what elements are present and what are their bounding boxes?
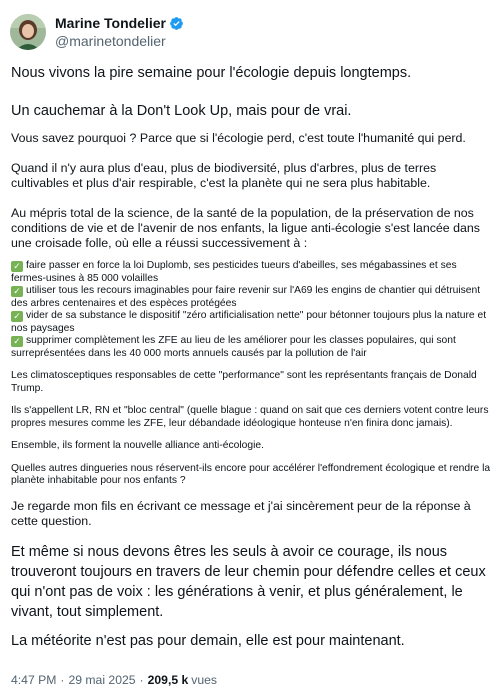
- separator: ·: [60, 673, 65, 687]
- author-handle[interactable]: @marinetondelier: [55, 33, 166, 49]
- tweet-paragraph-12: La météorite n'est pas pour demain, elle est pour maintenant.: [11, 632, 405, 649]
- tweet-date[interactable]: 29 mai 2025: [68, 673, 136, 687]
- tweet-metadata: [11, 673, 217, 687]
- author-names: [55, 14, 184, 50]
- list-item: [11, 285, 493, 310]
- avatar[interactable]: [10, 14, 46, 50]
- tweet-paragraph-7: Ils s'appellent LR, RN et "bloc central" (quelle blague : quand on sait que ces derniers votent contre leurs propres mesures comme les ZFE, leur débandade idéologique honteuse n'en finira donc jamais).: [11, 405, 489, 429]
- tweet-time[interactable]: 4:47 PM: [11, 673, 57, 687]
- tweet-header: [10, 12, 184, 52]
- list-item: [11, 335, 493, 360]
- tweet-paragraph-10: Je regarde mon fils en écrivant ce message et j'ai sincèrement peur de la réponse à cette question.: [11, 498, 471, 528]
- bullet-list: [11, 260, 493, 360]
- tweet-paragraph-9: Quelles autres dingueries nous réservent-ils encore pour accélérer l'effondrement écologique et rendre la planète inhabitable pour nos enfants ?: [11, 462, 491, 486]
- bullet-text: faire passer en force la loi Duplomb, ses pesticides tueurs d'abeilles, ses mégabassines et ses fermes-usines à 85 000 volailles: [11, 260, 457, 284]
- tweet-paragraph-3: Vous savez pourquoi ? Parce que si l'écologie perd, c'est toute l'humanité qui perd.: [11, 131, 466, 145]
- author-name[interactable]: Marine Tondelier: [55, 15, 166, 31]
- tweet-paragraph-6: Les climatosceptiques responsables de cette "performance" sont les représentants français de Donald Trump.: [11, 370, 477, 394]
- tweet-paragraph-5: Au mépris total de la science, de la santé de la population, de la préservation de nos conditions de vie et de l'avenir de nos enfants, la ligue anti-écologie s'est lancée dans une croisade folle, où elle a réussi successivement à :: [11, 206, 480, 250]
- tweet-paragraph-8: Ensemble, ils forment la nouvelle alliance anti-écologie.: [11, 440, 264, 451]
- check-mark-icon: ✓: [11, 286, 23, 297]
- check-mark-icon: ✓: [11, 336, 23, 347]
- bullet-text: utiliser tous les recours imaginables pour faire revenir sur l'A69 les engins de chantier qui détruisent des arbres centenaires et des espèces protégées: [11, 285, 481, 309]
- check-mark-icon: ✓: [11, 311, 23, 322]
- separator: ·: [139, 673, 144, 687]
- views-label: vues: [191, 673, 218, 687]
- tweet-paragraph-4: Quand il n'y aura plus d'eau, plus de biodiversité, plus d'arbres, plus de terres cultivables et plus d'air respirable, c'est la planète qui ne sera plus habitable.: [11, 161, 437, 190]
- list-item: [11, 260, 493, 285]
- check-mark-icon: ✓: [11, 261, 23, 272]
- bullet-text: supprimer complètement les ZFE au lieu de les améliorer pour les classes populaires, qui sont surreprésentées dans les 40 000 morts annuels causés par la pollution de l'air: [11, 335, 456, 359]
- tweet-paragraph-11: Et même si nous devons êtres les seuls à avoir ce courage, ils nous trouveront toujours en travers de leur chemin pour défendre celles et ceux qui n'ont pas de voix : les générations à venir, et plus généralement, le vivant, tout simplement.: [11, 543, 486, 620]
- tweet-paragraph-1: Nous vivons la pire semaine pour l'écologie depuis longtemps.: [11, 65, 412, 81]
- verified-badge-icon[interactable]: [169, 16, 184, 31]
- list-item: [11, 310, 493, 335]
- views-count: 209,5 k: [147, 673, 189, 687]
- author-name-row: [55, 14, 184, 32]
- tweet-body: [11, 64, 493, 651]
- bullet-text: vider de sa substance le dispositif "zéro artificialisation nette" pour bétonner toujours plus la nature et nos paysages: [11, 310, 487, 334]
- tweet-paragraph-2: Un cauchemar à la Don't Look Up, mais pour de vrai.: [11, 103, 352, 119]
